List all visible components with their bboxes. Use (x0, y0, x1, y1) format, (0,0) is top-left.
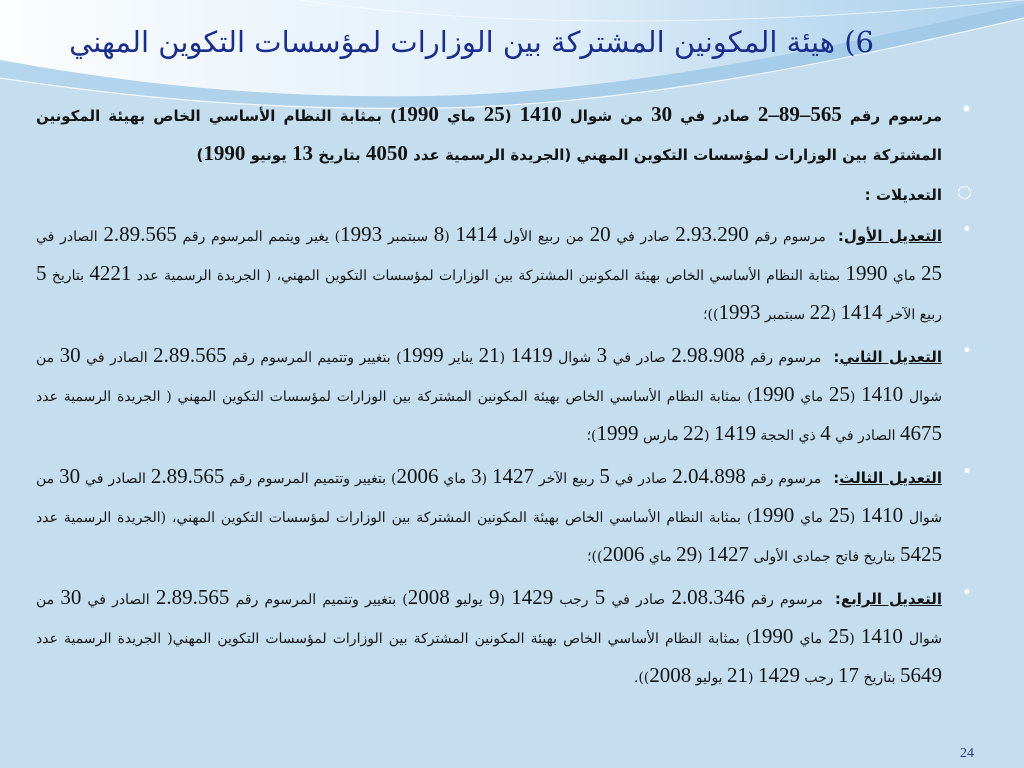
decree-part: مرسوم رقم (841, 107, 943, 125)
amendment-number: 1990 (845, 261, 888, 285)
decree-part: من شوال (561, 107, 652, 125)
amendment-text: ) بتغيير وتتميم المرسوم رقم (229, 592, 408, 608)
amendment-number: 5425 (900, 542, 942, 566)
amendment-text: ) بتغيير وتتميم المرسوم رقم (224, 471, 397, 487)
decree-bullet (36, 96, 976, 174)
amendment-text: بتاريخ (859, 670, 900, 686)
decree-part: ماي (438, 107, 484, 125)
amendment-number: 9 (489, 585, 500, 609)
amendment-label: التعديل الرابع (840, 590, 943, 608)
amendment-number: 5 (599, 464, 610, 488)
amendment-number: 2.89.565 (155, 585, 230, 609)
amendment-text: ))؛ (587, 549, 603, 565)
amendment-text: ( (444, 229, 456, 245)
amendment-text: ربيع الآخر (533, 471, 600, 487)
amendment-number: 4675 (900, 421, 942, 445)
circle-bullet-icon: ○ (957, 182, 972, 202)
amendment-number: 5 (36, 261, 47, 285)
amendment-text: بمثابة النظام الأساسي الخاص بهيئة المكونين المشتركة بين الوزارات لمؤسسات التكوين المهني، ( الجريدة الرسمية عدد (131, 268, 846, 284)
amendment-number: 21 (727, 663, 749, 687)
amendment-text: ذي الحجة (755, 428, 821, 444)
amendment-number: 1410 (861, 503, 904, 527)
amendment-number: 17 (838, 663, 860, 687)
amendment-number: 22 (809, 300, 831, 324)
amendment-text: من شوال (36, 350, 943, 405)
amendment-text: ماي (793, 631, 829, 647)
amendment-text: )). (633, 670, 650, 686)
amendment-number: 25 (921, 261, 943, 285)
bullet-dot-icon: • (961, 462, 972, 482)
amendment-number: 22 (683, 421, 705, 445)
amendment-text: ( (704, 428, 714, 444)
amendment-number: 1990 (752, 382, 795, 406)
decree-number: 4050 (365, 141, 408, 165)
amendment-number: 25 (828, 503, 850, 527)
amendment-number: 2008 (407, 585, 450, 609)
amendment-text: من شوال (36, 471, 942, 526)
amendment-number: 1414 (455, 222, 498, 246)
amendment-number: 1427 (491, 464, 534, 488)
amendment-text: مارس (638, 428, 684, 444)
amendment-text: سبتمبر (382, 229, 434, 245)
amendment-text: صادر في (607, 350, 672, 366)
amendment-text: رجب (553, 592, 595, 608)
amendment-text: ) بمثابة النظام الأساسي الخاص بهيئة المكونين المشتركة بين الوزارات لمؤسسات التكوين المهني، (الجريدة الرسمية عدد (36, 510, 753, 526)
amendments-list (36, 216, 976, 696)
amendment-number: 21 (478, 343, 500, 367)
amendment-text: ( (499, 350, 511, 366)
amendment-bullet (36, 216, 976, 333)
amendment-number: 1414 (840, 300, 883, 324)
amendment-number: 1993 (718, 300, 761, 324)
amendment-text: بتاريخ (46, 268, 90, 284)
amendment-number: 3 (596, 343, 608, 367)
amendment-number: 2.93.290 (675, 222, 749, 246)
decree-part: يونيو (245, 146, 292, 164)
amendment-text: رجب (799, 670, 839, 686)
amendment-number: 2.89.565 (153, 343, 227, 367)
decree-number: 30 (651, 102, 673, 126)
amendment-number: 1993 (340, 222, 383, 246)
amendment-number: 1429 (757, 663, 800, 687)
amendment-text: مرسوم رقم (744, 592, 823, 608)
page-number: 24 (960, 746, 974, 761)
amendment-text: ) بمثابة النظام الأساسي الخاص بهيئة المكونين المشتركة بين الوزارات لمؤسسات التكوين المهني ( الجريدة الرسمية عدد (36, 389, 753, 405)
amendment-label: التعديل الثالث (839, 469, 943, 487)
amendment-number: 2006 (396, 464, 439, 488)
amendment-number: 30 (59, 343, 81, 367)
amendment-text: ) بمثابة النظام الأساسي الخاص بهيئة المكونين المشتركة بين الوزارات لمؤسسات التكوين المهني( الجريدة الرسمية عدد (36, 631, 752, 647)
label-separator: : (834, 590, 841, 608)
amendment-number: 20 (589, 222, 611, 246)
amendment-number: 30 (59, 464, 81, 488)
amendment-text: صادر في (605, 592, 672, 608)
amendment-text: ماي (794, 389, 829, 405)
amendment-number: 30 (60, 585, 82, 609)
amendment-text: ))؛ (703, 307, 719, 323)
amendment-number: 2.89.565 (103, 222, 177, 246)
amendment-number: 25 (828, 624, 850, 648)
amendment-number: 1410 (860, 624, 903, 648)
amendment-text: ربيع الآخر (882, 307, 942, 323)
amendment-text: الصادر في (830, 428, 900, 444)
amendment-text: ماي (794, 510, 829, 526)
amendment-text: صادر في (610, 229, 676, 245)
amendment-number: 1999 (596, 421, 639, 445)
amendment-number: 5649 (900, 663, 942, 687)
amendment-text: ) بتغيير وتتميم المرسوم رقم (226, 350, 402, 366)
amendment-number: 1990 (751, 624, 794, 648)
amendment-number: 1419 (713, 421, 756, 445)
amendment-text: )؛ (586, 428, 597, 444)
amendment-number: 8 (433, 222, 445, 246)
amendment-bullet (36, 337, 976, 454)
amendment-text: الصادر في (80, 350, 154, 366)
label-separator: : (833, 469, 840, 487)
amendments-header-bullet (36, 178, 976, 212)
amendment-text: من شوال (36, 592, 942, 647)
amendment-number: 25 (828, 382, 850, 406)
amendment-number: 1999 (401, 343, 444, 367)
amendment-text: ( (499, 592, 512, 608)
amendment-text: مرسوم رقم (748, 229, 826, 245)
amendment-number: 2008 (649, 663, 692, 687)
amendment-number: 1990 (752, 503, 795, 527)
amendment-text: ماي (644, 549, 677, 565)
amendment-text: شوال (552, 350, 597, 366)
amendment-text: الصادر في (36, 229, 104, 245)
amendment-label: التعديل الأول (843, 227, 942, 245)
amendment-text: ماي (887, 268, 922, 284)
bullet-dot-icon: • (961, 583, 972, 603)
amendment-number: 4221 (89, 261, 132, 285)
amendment-text: صادر في (609, 471, 673, 487)
amendment-number: 2.04.898 (672, 464, 746, 488)
amendment-text: يناير (443, 350, 479, 366)
amendment-number: 3 (471, 464, 482, 488)
amendment-text: ( (849, 631, 861, 647)
amendment-text: ( (481, 471, 492, 487)
amendment-label: التعديل الثاني (839, 348, 943, 366)
amendment-text: من ربيع الأول (497, 229, 590, 245)
amendment-text: ماي (438, 471, 472, 487)
amendments-header: التعديلات : (864, 186, 942, 204)
amendment-text: الصادر في (80, 471, 151, 487)
amendment-bullet (36, 579, 976, 696)
amendment-number: 2.98.908 (671, 343, 745, 367)
amendment-number: 1429 (511, 585, 554, 609)
amendment-text: الصادر في (81, 592, 156, 608)
amendment-text: ( (830, 307, 841, 323)
amendment-text: ( (697, 549, 707, 565)
amendment-number: 29 (676, 542, 698, 566)
amendment-text: بتاريخ فاتح جمادى الأولى (749, 549, 900, 565)
label-separator: : (837, 227, 844, 245)
bullet-dot-icon: • (961, 100, 972, 120)
amendment-text: يوليو (449, 592, 490, 608)
amendment-text: يوليو (691, 670, 728, 686)
decree-number: 25 (483, 102, 505, 126)
bullet-dot-icon: • (961, 341, 972, 361)
amendment-number: 1410 (861, 382, 904, 406)
decree-part: صادر في (672, 107, 758, 125)
amendment-number: 2.89.565 (150, 464, 225, 488)
bullet-dot-icon: • (961, 220, 972, 240)
decree-part: ( (504, 107, 520, 125)
amendment-number: 1427 (707, 542, 749, 566)
slide-title: 6) هيئة المكونين المشتركة بين الوزارات لمؤسسات التكوين المهني (69, 25, 874, 59)
decree-number: 565–89–2 (757, 102, 842, 126)
decree-part: بتاريخ (312, 146, 366, 164)
decree-number: 1410 (519, 102, 562, 126)
decree-number: 1990 (396, 102, 439, 126)
amendment-number: 1419 (510, 343, 553, 367)
amendment-bullet (36, 458, 976, 575)
amendment-number: 4 (820, 421, 831, 445)
label-separator: : (833, 348, 840, 366)
amendment-text: مرسوم رقم (745, 471, 822, 487)
decree-number: 1990 (203, 141, 246, 165)
amendment-text: ( (748, 670, 758, 686)
decree-text (36, 102, 943, 165)
decree-part: ) بمثابة النظام الأساسي الخاص بهيئة المكونين المشتركة بين الوزارات لمؤسسات التكوين المهني (الجريدة الرسمية عدد (36, 107, 942, 164)
slide-body (36, 96, 976, 700)
decree-number: 13 (291, 141, 313, 165)
amendment-text: سبتمبر (760, 307, 810, 323)
amendment-text: ( (849, 389, 862, 405)
amendment-text: ( (849, 510, 862, 526)
amendment-text: ) يغير ويتمم المرسوم رقم (176, 229, 341, 245)
amendment-number: 2.08.346 (671, 585, 745, 609)
amendment-number: 2006 (602, 542, 645, 566)
amendment-number: 5 (594, 585, 606, 609)
amendment-text: مرسوم رقم (744, 350, 822, 366)
decree-part: ) (196, 146, 204, 164)
